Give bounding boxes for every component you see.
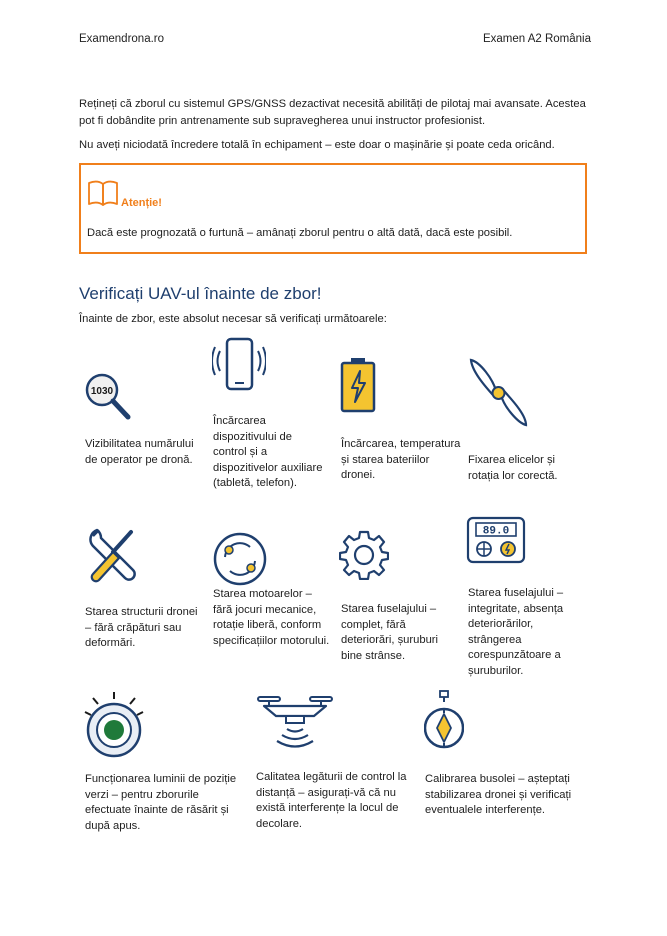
open-book-icon	[87, 179, 119, 209]
checklist-item: Fixarea elicelor și rotația lor corectă.	[468, 454, 558, 482]
compass-icon	[424, 690, 464, 752]
checklist-item: Vizibilitatea numărului de operator pe dronă.	[85, 438, 194, 466]
section-title: Verificați UAV-ul înainte de zbor!	[79, 284, 322, 303]
operator-number-text: 1030	[90, 386, 114, 397]
control-panel-icon	[466, 516, 526, 564]
panel-display-text: 89.0	[482, 525, 510, 538]
battery-icon	[340, 357, 376, 413]
checklist-item: Încărcarea dispozitivului de control și a dispozitivelor auxiliare (tabletă, telefon).	[213, 415, 323, 489]
header-exam-title: Examen A2 România	[482, 33, 591, 45]
checklist-item: Starea motoarelor – fără jocuri mecanice, rotație liberă, conform specificațiilor motorului.	[213, 588, 330, 647]
propeller-icon	[466, 357, 532, 429]
attention-title: Atenție!	[121, 197, 162, 209]
drone-signal-icon	[256, 694, 334, 752]
checklist-item: Funcționarea luminii de poziție verzi – pentru zborurile efectuate înainte de răsărit și după apus.	[85, 773, 237, 832]
checklist-item: Calibrarea busolei – așteptați stabilizarea dronei și verificați eventualele interferențe.	[425, 773, 572, 816]
smartphone-icon	[212, 337, 266, 393]
attention-text: Dacă este prognozată o furtună – amânați zborul pentru o altă dată, dacă este posibil.	[87, 227, 513, 239]
checklist-item: Starea fuselajului – complet, fără deteriorări, șuruburi bine strânse.	[341, 603, 439, 662]
equipment-trust-paragraph: Nu aveți niciodată încredere totală în echipament – este doar o mașinărie și poate ceda oricând.	[79, 139, 555, 151]
motor-rotation-icon	[212, 531, 268, 587]
gear-icon	[339, 530, 389, 580]
attention-box	[79, 163, 587, 254]
tools-icon	[85, 526, 141, 584]
checklist-item: Încărcarea, temperatura și starea bateriilor dronei.	[341, 438, 461, 481]
magnifier-icon	[84, 372, 134, 424]
checklist-item: Starea structurii dronei – fără crăpături sau deformări.	[85, 606, 198, 649]
green-light-icon	[83, 690, 145, 758]
checklist-item: Calitatea legăturii de control la distanță – asigurați-vă că nu există interferențe la locul de decolare.	[256, 771, 407, 830]
gps-warning-paragraph: Rețineți că zborul cu sistemul GPS/GNSS dezactivat necesită abilități de pilotaj mai avansate. Acestea pot fi dobândite prin antrenamente sub supravegherea unui instructor profesionist.	[79, 98, 586, 127]
header-site-name: Examendrona.ro	[79, 33, 165, 45]
section-intro: Înainte de zbor, este absolut necesar să verificați următoarele:	[79, 313, 387, 325]
checklist-item: Starea fuselajului – integritate, absența deteriorărilor, strângerea corespunzătoare a șuruburilor.	[468, 587, 564, 677]
